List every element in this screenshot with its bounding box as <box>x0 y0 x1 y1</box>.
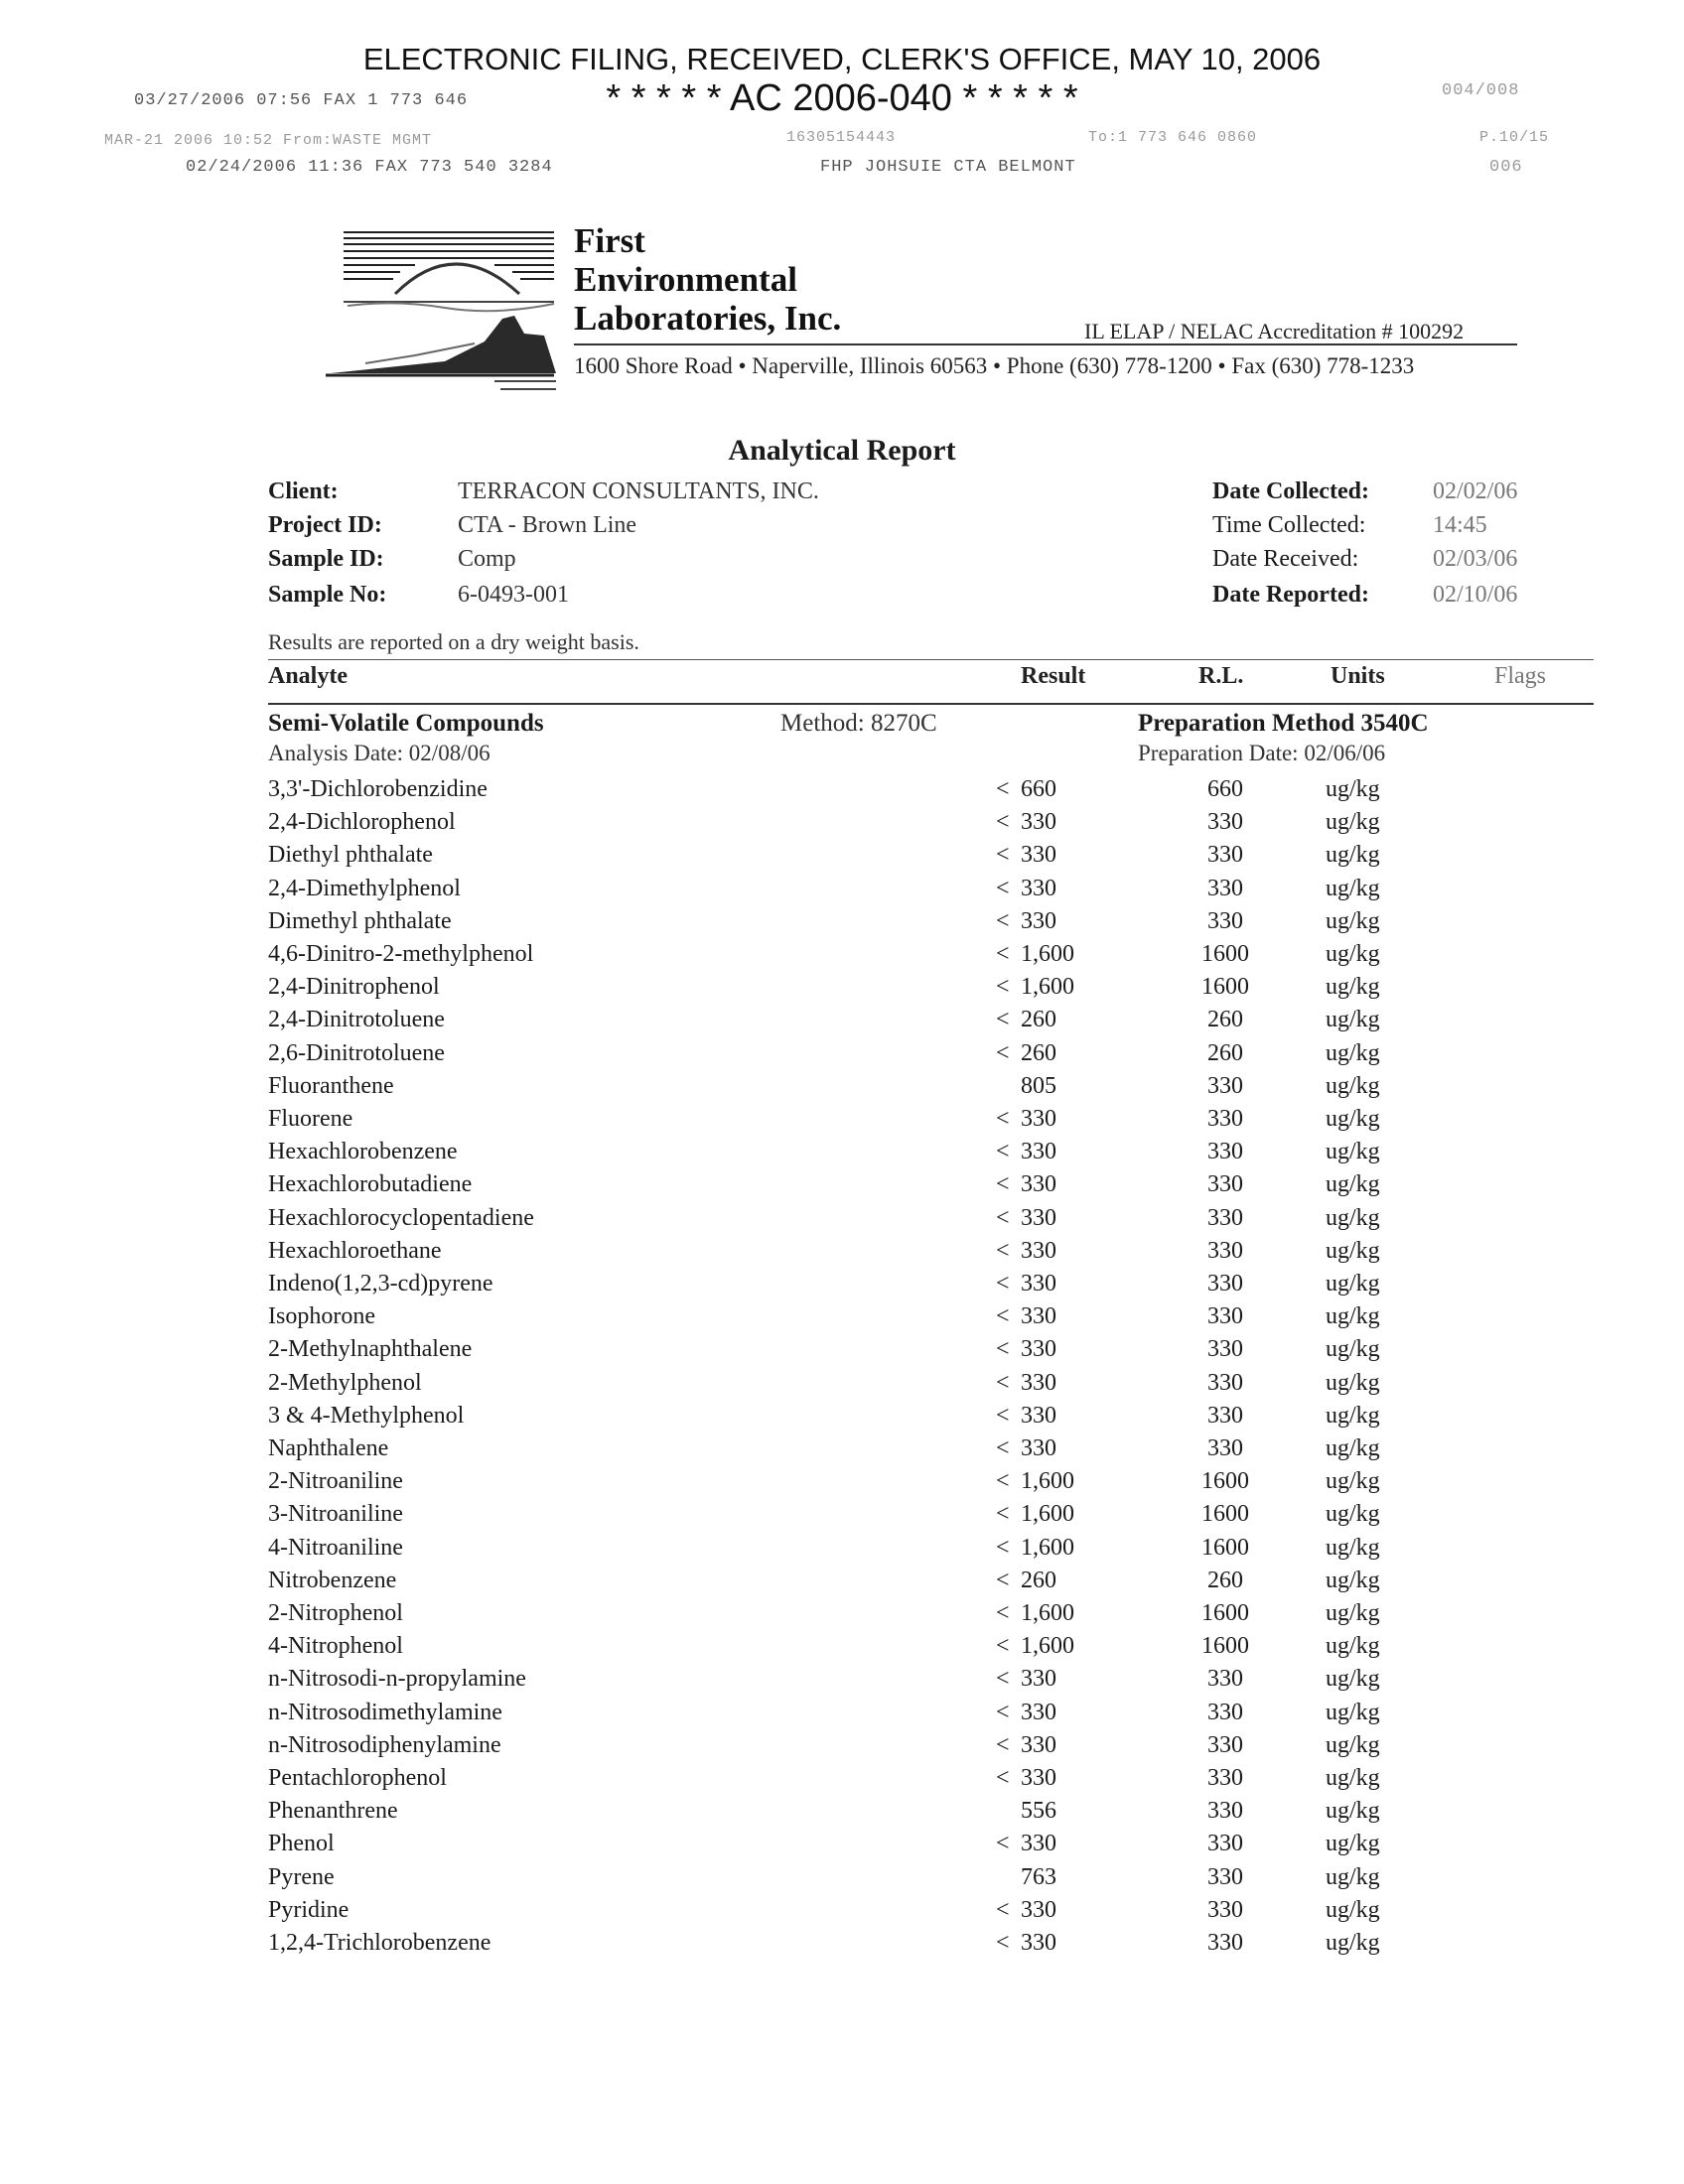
table-row <box>0 1930 1684 1963</box>
units-cell: ug/kg <box>1326 1007 1380 1033</box>
rl-cell: 330 <box>1207 1765 1243 1791</box>
analyte-cell: n-Nitrosodi-n-propylamine <box>268 1666 526 1693</box>
rl-cell: 1600 <box>1201 1633 1249 1660</box>
units-cell: ug/kg <box>1326 1336 1380 1363</box>
table-row <box>0 1336 1684 1369</box>
units-cell: ug/kg <box>1326 1072 1380 1099</box>
units-cell: ug/kg <box>1326 1204 1380 1231</box>
result-cell: 805 <box>1021 1072 1056 1099</box>
result-cell: 330 <box>1021 1666 1056 1693</box>
table-row <box>0 908 1684 941</box>
analyte-cell: 2,4-Dimethylphenol <box>268 875 461 901</box>
date-received-value: 02/03/06 <box>1433 546 1518 572</box>
rl-cell: 330 <box>1207 1271 1243 1297</box>
result-cell: 330 <box>1021 1271 1056 1297</box>
fax-header-2-left: MAR-21 2006 10:52 From:WASTE MGMT <box>104 132 433 149</box>
qualifier-cell: < <box>996 1567 1010 1593</box>
table-row <box>0 1700 1684 1732</box>
qualifier-cell: < <box>996 1600 1010 1626</box>
sample-id-value: Comp <box>458 546 516 572</box>
qualifier-cell: < <box>996 1039 1010 1066</box>
table-row <box>0 1007 1684 1039</box>
rl-cell: 330 <box>1207 1336 1243 1363</box>
fax-header-3-middle: FHP JOHSUIE CTA BELMONT <box>820 158 1076 177</box>
fax-header-2-right: P.10/15 <box>1479 129 1550 146</box>
sample-id-label: Sample ID: <box>268 546 384 572</box>
table-row <box>0 1205 1684 1238</box>
units-cell: ug/kg <box>1326 809 1380 836</box>
section-analysis-date: Analysis Date: 02/08/06 <box>268 741 491 765</box>
qualifier-cell: < <box>996 1435 1010 1461</box>
table-row <box>0 1073 1684 1106</box>
table-row <box>0 1171 1684 1204</box>
analyte-cell: Pentachlorophenol <box>268 1765 447 1791</box>
table-row <box>0 1435 1684 1468</box>
col-header-result: Result <box>1021 663 1086 689</box>
units-cell: ug/kg <box>1326 1930 1380 1956</box>
analyte-cell: Pyridine <box>268 1896 350 1923</box>
rl-cell: 330 <box>1207 809 1243 836</box>
result-cell: 330 <box>1021 1699 1056 1725</box>
analyte-cell: 4-Nitrophenol <box>268 1633 403 1660</box>
rl-cell: 330 <box>1207 1863 1243 1890</box>
rl-cell: 330 <box>1207 1139 1243 1165</box>
rl-cell: 1600 <box>1201 1600 1249 1626</box>
dry-weight-note: Results are reported on a dry weight basis. <box>268 629 639 654</box>
units-cell: ug/kg <box>1326 1731 1380 1758</box>
qualifier-cell: < <box>996 1534 1010 1561</box>
units-cell: ug/kg <box>1326 1896 1380 1923</box>
result-cell: 330 <box>1021 1303 1056 1330</box>
analyte-cell: Naphthalene <box>268 1435 389 1461</box>
qualifier-cell: < <box>996 1007 1010 1033</box>
table-row <box>0 1535 1684 1568</box>
analyte-cell: 2-Nitrophenol <box>268 1600 403 1626</box>
analyte-cell: 2,4-Dinitrotoluene <box>268 1007 445 1033</box>
result-cell: 1,600 <box>1021 1468 1074 1495</box>
result-cell: 1,600 <box>1021 1501 1074 1528</box>
fax-header-1-right: 004/008 <box>1442 81 1520 100</box>
qualifier-cell: < <box>996 809 1010 836</box>
qualifier-cell: < <box>996 1171 1010 1198</box>
rl-cell: 330 <box>1207 1435 1243 1461</box>
table-row <box>0 1864 1684 1897</box>
analyte-cell: 2,4-Dichlorophenol <box>268 809 456 836</box>
analyte-cell: Hexachloroethane <box>268 1237 442 1264</box>
analyte-cell: Dimethyl phthalate <box>268 907 452 934</box>
units-cell: ug/kg <box>1326 1501 1380 1528</box>
result-cell: 330 <box>1021 1171 1056 1198</box>
analyte-cell: Phenanthrene <box>268 1798 398 1825</box>
units-cell: ug/kg <box>1326 1567 1380 1593</box>
table-row <box>0 842 1684 875</box>
rl-cell: 330 <box>1207 842 1243 869</box>
qualifier-cell: < <box>996 1831 1010 1857</box>
table-row <box>0 1468 1684 1501</box>
fax-header-2-to: To:1 773 646 0860 <box>1088 129 1258 146</box>
rl-cell: 260 <box>1207 1039 1243 1066</box>
qualifier-cell: < <box>996 974 1010 1001</box>
table-row <box>0 1633 1684 1666</box>
result-cell: 1,600 <box>1021 1633 1074 1660</box>
analyte-cell: Phenol <box>268 1831 335 1857</box>
rl-cell: 660 <box>1207 776 1243 802</box>
table-row <box>0 1600 1684 1633</box>
units-cell: ug/kg <box>1326 842 1380 869</box>
result-cell: 330 <box>1021 1896 1056 1923</box>
analyte-cell: 2-Nitroaniline <box>268 1468 403 1495</box>
analyte-cell: 3-Nitroaniline <box>268 1501 403 1528</box>
analyte-cell: n-Nitrosodimethylamine <box>268 1699 502 1725</box>
col-header-analyte: Analyte <box>268 663 348 689</box>
sample-no-label: Sample No: <box>268 582 387 608</box>
result-cell: 330 <box>1021 1435 1056 1461</box>
table-row <box>0 1040 1684 1073</box>
table-row <box>0 809 1684 842</box>
qualifier-cell: < <box>996 1633 1010 1660</box>
section-prep-method: Preparation Method 3540C <box>1138 710 1429 737</box>
analyte-cell: 4-Nitroaniline <box>268 1534 403 1561</box>
analyte-cell: 1,2,4-Trichlorobenzene <box>268 1930 491 1956</box>
section-method: Method: 8270C <box>780 710 937 737</box>
result-cell: 330 <box>1021 875 1056 901</box>
analyte-cell: Diethyl phthalate <box>268 842 433 869</box>
section-prep-date: Preparation Date: 02/06/06 <box>1138 741 1386 765</box>
units-cell: ug/kg <box>1326 1534 1380 1561</box>
table-row <box>0 776 1684 809</box>
rl-cell: 330 <box>1207 1237 1243 1264</box>
units-cell: ug/kg <box>1326 1435 1380 1461</box>
units-cell: ug/kg <box>1326 1699 1380 1725</box>
rl-cell: 330 <box>1207 1204 1243 1231</box>
units-cell: ug/kg <box>1326 1798 1380 1825</box>
qualifier-cell: < <box>996 1271 1010 1297</box>
qualifier-cell: < <box>996 842 1010 869</box>
analyte-cell: Hexachlorobenzene <box>268 1139 458 1165</box>
table-row <box>0 941 1684 974</box>
rl-cell: 330 <box>1207 875 1243 901</box>
fax-header-1-left: 03/27/2006 07:56 FAX 1 773 646 <box>134 91 469 110</box>
units-cell: ug/kg <box>1326 1106 1380 1132</box>
time-collected-value: 14:45 <box>1433 512 1487 538</box>
report-title: Analytical Report <box>728 434 956 467</box>
result-cell: 556 <box>1021 1798 1056 1825</box>
qualifier-cell: < <box>996 1402 1010 1429</box>
table-row <box>0 1106 1684 1139</box>
rl-cell: 330 <box>1207 1106 1243 1132</box>
rl-cell: 330 <box>1207 1072 1243 1099</box>
table-row <box>0 1666 1684 1699</box>
lab-name-line2: Environmental <box>574 260 797 299</box>
units-cell: ug/kg <box>1326 1303 1380 1330</box>
analyte-cell: 4,6-Dinitro-2-methylphenol <box>268 941 534 967</box>
col-header-rl: R.L. <box>1198 663 1244 689</box>
rl-cell: 330 <box>1207 1666 1243 1693</box>
qualifier-cell: < <box>996 776 1010 802</box>
rl-cell: 1600 <box>1201 1501 1249 1528</box>
rl-cell: 330 <box>1207 1831 1243 1857</box>
result-cell: 330 <box>1021 809 1056 836</box>
analyte-cell: Indeno(1,2,3-cd)pyrene <box>268 1271 493 1297</box>
table-row <box>0 1238 1684 1271</box>
table-row <box>0 1139 1684 1171</box>
result-cell: 330 <box>1021 1237 1056 1264</box>
rl-cell: 330 <box>1207 1896 1243 1923</box>
rl-cell: 1600 <box>1201 1468 1249 1495</box>
lab-name-line1: First <box>574 221 645 260</box>
qualifier-cell: < <box>996 1139 1010 1165</box>
table-row <box>0 974 1684 1007</box>
date-reported-label: Date Reported: <box>1212 582 1369 608</box>
rl-cell: 330 <box>1207 1171 1243 1198</box>
table-row <box>0 1732 1684 1765</box>
table-row <box>0 1831 1684 1863</box>
qualifier-cell: < <box>996 1731 1010 1758</box>
rl-cell: 330 <box>1207 1402 1243 1429</box>
units-cell: ug/kg <box>1326 1369 1380 1396</box>
rl-cell: 260 <box>1207 1567 1243 1593</box>
fax-header-3-left: 02/24/2006 11:36 FAX 773 540 3284 <box>186 158 553 177</box>
result-cell: 330 <box>1021 1930 1056 1956</box>
rl-cell: 1600 <box>1201 974 1249 1001</box>
rl-cell: 330 <box>1207 1303 1243 1330</box>
rl-cell: 330 <box>1207 1699 1243 1725</box>
fax-header-3-right: 006 <box>1489 158 1523 177</box>
analyte-cell: 2-Methylnaphthalene <box>268 1336 473 1363</box>
units-cell: ug/kg <box>1326 907 1380 934</box>
units-cell: ug/kg <box>1326 1039 1380 1066</box>
project-id-label: Project ID: <box>268 512 382 538</box>
table-row <box>0 1271 1684 1303</box>
qualifier-cell: < <box>996 1896 1010 1923</box>
analyte-cell: n-Nitrosodiphenylamine <box>268 1731 501 1758</box>
table-row <box>0 1370 1684 1403</box>
client-value: TERRACON CONSULTANTS, INC. <box>458 478 819 504</box>
analyte-cell: 2-Methylphenol <box>268 1369 422 1396</box>
time-collected-label: Time Collected: <box>1212 512 1366 538</box>
qualifier-cell: < <box>996 1699 1010 1725</box>
qualifier-cell: < <box>996 1468 1010 1495</box>
filing-stamp: ELECTRONIC FILING, RECEIVED, CLERK'S OFFICE, MAY 10, 2006 <box>362 42 1322 76</box>
result-cell: 260 <box>1021 1567 1056 1593</box>
units-cell: ug/kg <box>1326 776 1380 802</box>
qualifier-cell: < <box>996 875 1010 901</box>
date-received-label: Date Received: <box>1212 546 1359 572</box>
qualifier-cell: < <box>996 1501 1010 1528</box>
units-cell: ug/kg <box>1326 1765 1380 1791</box>
analyte-cell: Pyrene <box>268 1863 335 1890</box>
units-cell: ug/kg <box>1326 875 1380 901</box>
qualifier-cell: < <box>996 941 1010 967</box>
lab-logo <box>326 224 569 399</box>
rl-cell: 330 <box>1207 907 1243 934</box>
header-rule <box>574 343 1517 345</box>
result-cell: 330 <box>1021 1336 1056 1363</box>
analyte-cell: 2,4-Dinitrophenol <box>268 974 440 1001</box>
analyte-cell: 2,6-Dinitrotoluene <box>268 1039 445 1066</box>
table-row <box>0 1897 1684 1930</box>
qualifier-cell: < <box>996 1765 1010 1791</box>
col-header-units: Units <box>1331 663 1385 689</box>
sample-no-value: 6-0493-001 <box>458 582 569 608</box>
result-cell: 660 <box>1021 776 1056 802</box>
qualifier-cell: < <box>996 1204 1010 1231</box>
result-cell: 330 <box>1021 1765 1056 1791</box>
units-cell: ug/kg <box>1326 1237 1380 1264</box>
table-row <box>0 876 1684 908</box>
result-cell: 260 <box>1021 1039 1056 1066</box>
analyte-cell: 3 & 4-Methylphenol <box>268 1402 465 1429</box>
table-row <box>0 1303 1684 1336</box>
table-row <box>0 1568 1684 1600</box>
rl-cell: 330 <box>1207 1930 1243 1956</box>
result-cell: 330 <box>1021 1106 1056 1132</box>
analyte-cell: Fluoranthene <box>268 1072 394 1099</box>
units-cell: ug/kg <box>1326 1666 1380 1693</box>
col-header-flags: Flags <box>1494 663 1547 689</box>
result-cell: 260 <box>1021 1007 1056 1033</box>
result-cell: 330 <box>1021 1204 1056 1231</box>
analyte-cell: 3,3'-Dichlorobenzidine <box>268 776 488 802</box>
qualifier-cell: < <box>996 1369 1010 1396</box>
client-label: Client: <box>268 478 339 504</box>
section-name: Semi-Volatile Compounds <box>268 710 544 737</box>
units-cell: ug/kg <box>1326 1271 1380 1297</box>
units-cell: ug/kg <box>1326 1139 1380 1165</box>
lab-name-line3: Laboratories, Inc. <box>574 299 842 338</box>
result-cell: 1,600 <box>1021 1600 1074 1626</box>
rl-cell: 260 <box>1207 1007 1243 1033</box>
rl-cell: 330 <box>1207 1731 1243 1758</box>
analyte-cell: Nitrobenzene <box>268 1567 397 1593</box>
date-collected-value: 02/02/06 <box>1433 478 1518 504</box>
rl-cell: 1600 <box>1201 941 1249 967</box>
qualifier-cell: < <box>996 1237 1010 1264</box>
lab-address: 1600 Shore Road • Naperville, Illinois 60563 • Phone (630) 778-1200 • Fax (630) 778-1233 <box>574 353 1415 378</box>
qualifier-cell: < <box>996 907 1010 934</box>
units-cell: ug/kg <box>1326 941 1380 967</box>
result-cell: 1,600 <box>1021 974 1074 1001</box>
units-cell: ug/kg <box>1326 1863 1380 1890</box>
table-row <box>0 1501 1684 1534</box>
units-cell: ug/kg <box>1326 1402 1380 1429</box>
analyte-cell: Isophorone <box>268 1303 375 1330</box>
qualifier-cell: < <box>996 1303 1010 1330</box>
result-cell: 1,600 <box>1021 1534 1074 1561</box>
analyte-cell: Hexachlorobutadiene <box>268 1171 473 1198</box>
qualifier-cell: < <box>996 1666 1010 1693</box>
result-cell: 330 <box>1021 842 1056 869</box>
analyte-cell: Hexachlorocyclopentadiene <box>268 1204 534 1231</box>
result-cell: 330 <box>1021 1139 1056 1165</box>
table-header-top-rule <box>268 659 1594 660</box>
result-cell: 330 <box>1021 1831 1056 1857</box>
qualifier-cell: < <box>996 1930 1010 1956</box>
result-cell: 330 <box>1021 1369 1056 1396</box>
table-header-bottom-rule <box>268 703 1594 705</box>
accreditation-number: IL ELAP / NELAC Accreditation # 100292 <box>1084 319 1465 343</box>
date-collected-label: Date Collected: <box>1212 478 1369 504</box>
table-row <box>0 1798 1684 1831</box>
case-number: * * * * * AC 2006-040 * * * * * <box>606 77 1078 119</box>
fax-header-2-middle: 16305154443 <box>786 129 897 146</box>
table-row <box>0 1403 1684 1435</box>
qualifier-cell: < <box>996 1106 1010 1132</box>
rl-cell: 330 <box>1207 1369 1243 1396</box>
qualifier-cell: < <box>996 1336 1010 1363</box>
result-cell: 763 <box>1021 1863 1056 1890</box>
rl-cell: 1600 <box>1201 1534 1249 1561</box>
units-cell: ug/kg <box>1326 1468 1380 1495</box>
table-row <box>0 1765 1684 1798</box>
result-cell: 330 <box>1021 907 1056 934</box>
result-cell: 1,600 <box>1021 941 1074 967</box>
units-cell: ug/kg <box>1326 1600 1380 1626</box>
units-cell: ug/kg <box>1326 974 1380 1001</box>
units-cell: ug/kg <box>1326 1633 1380 1660</box>
units-cell: ug/kg <box>1326 1831 1380 1857</box>
rl-cell: 330 <box>1207 1798 1243 1825</box>
units-cell: ug/kg <box>1326 1171 1380 1198</box>
result-cell: 330 <box>1021 1402 1056 1429</box>
date-reported-value: 02/10/06 <box>1433 582 1518 608</box>
result-cell: 330 <box>1021 1731 1056 1758</box>
project-id-value: CTA - Brown Line <box>458 512 637 538</box>
analyte-cell: Fluorene <box>268 1106 353 1132</box>
